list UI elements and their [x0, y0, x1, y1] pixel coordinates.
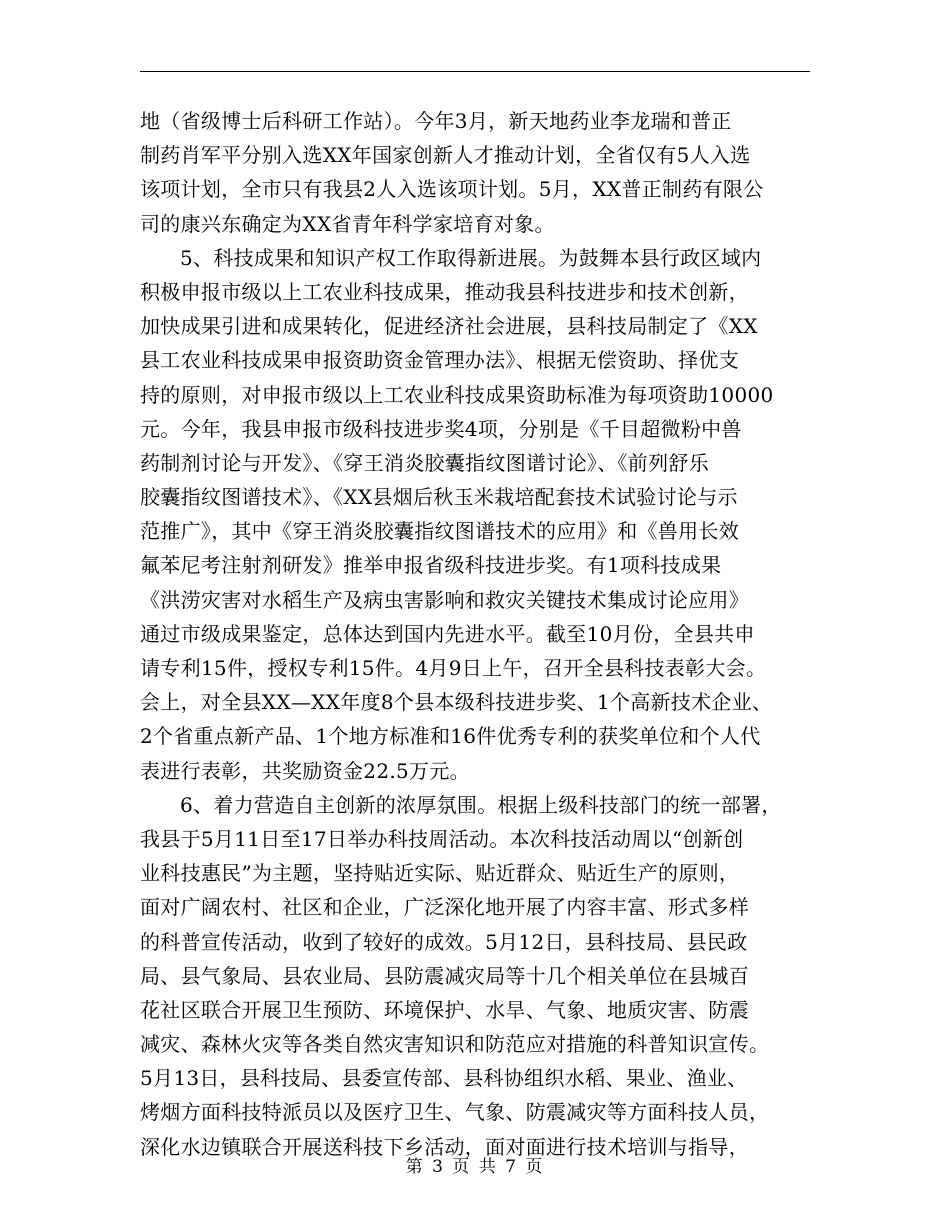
text-line: 司的康兴东确定为XX省青年科学家培育对象。: [140, 211, 555, 236]
text-line: 药制剂讨论与开发》、《穿王消炎胶囊指纹图谱讨论》、《前列舒乐: [140, 450, 709, 475]
text-line: 积极申报市级以上工农业科技成果，推动我县科技进步和技术创新，: [140, 279, 749, 304]
header-rule: [140, 71, 810, 72]
text-line: 2个省重点新产品、1个地方标准和16件优秀专利的获奖单位和个人代: [140, 724, 761, 749]
text-line: 会上，对全县XX—XX年度8个县本级科技进步奖、1个高新技术企业、: [140, 690, 773, 715]
text-line: 我县于5月11日至17日举办科技周活动。本次科技活动周以“创新创: [140, 826, 744, 851]
text-line: 深化水边镇联合开展送科技下乡活动，面对面进行技术培训与指导，: [140, 1134, 749, 1159]
text-line: 范推广》，其中《穿王消炎胶囊指纹图谱技术的应用》和《兽用长效: [140, 519, 739, 544]
text-line: 加快成果引进和成果转化，促进经济社会进展，县科技局制定了《XX: [140, 314, 758, 339]
text-line: 县工农业科技成果申报资助资金管理办法》、根据无偿资助、择优支: [140, 348, 739, 373]
body-text: [140, 104, 812, 1164]
text-line: 持的原则，对申报市级以上工农业科技成果资助标准为每项资助10000: [140, 382, 774, 407]
text-line: 通过市级成果鉴定，总体达到国内先进水平。截至10月份，全县共申: [140, 621, 755, 646]
text-line: 制药肖军平分别入选XX年国家创新人才推动计划，全省仅有5人入选: [140, 143, 751, 168]
text-line: 氟苯尼考注射剂研发》推举申报省级科技进步奖。有1项科技成果: [140, 553, 722, 578]
text-line: 的科普宣传活动，收到了较好的成效。5月12日，县科技局、县民政: [140, 929, 748, 954]
text-line: 6、着力营造自主创新的浓厚氛围。根据上级科技部门的统一部署，: [180, 792, 782, 817]
text-line: 花社区联合开展卫生预防、环境保护、水旱、气象、地质灾害、防震: [140, 997, 749, 1022]
text-line: 面对广阔农村、社区和企业，广泛深化地开展了内容丰富、形式多样: [140, 895, 749, 920]
page-footer: 第 3 页 共 7 页: [405, 1157, 545, 1177]
text-line: 局、县气象局、县农业局、县防震减灾局等十几个相关单位在县城百: [140, 963, 749, 988]
text-line: 5月13日，县科技局、县委宣传部、县科协组织水稻、果业、渔业、: [140, 1066, 748, 1091]
text-line: 地（省级博士后科研工作站）。今年3月，新天地药业李龙瑞和普正: [140, 109, 732, 133]
text-line: 表进行表彰，共奖励资金22.5万元。: [140, 758, 470, 783]
text-line: 《洪涝灾害对水稻生产及病虫害影响和救灾关键技术集成讨论应用》: [140, 587, 749, 612]
text-line: 减灾、森林火灾等各类自然灾害知识和防范应对措施的科普知识宣传。: [140, 1032, 770, 1057]
text-line: 该项计划，全市只有我县2人入选该项计划。5月，XX普正制药有限公: [140, 177, 764, 202]
text-line: 元。今年，我县申报市级科技进步奖4项，分别是《千目超微粉中兽: [140, 416, 742, 441]
text-line: 业科技惠民”为主题，坚持贴近实际、贴近群众、贴近生产的原则，: [140, 861, 740, 886]
text-line: 请专利15件，授权专利15件。4月9日上午，召开全县科技表彰大会。: [140, 656, 767, 680]
text-line: 5、科技成果和知识产权工作取得新进展。为鼓舞本县行政区域内: [180, 245, 762, 270]
text-line: 胶囊指纹图谱技术》、《XX县烟后秋玉米栽培配套技术试验讨论与示: [140, 485, 738, 510]
text-line: 烤烟方面科技特派员以及医疗卫生、气象、防震减灾等方面科技人员，: [140, 1100, 770, 1125]
